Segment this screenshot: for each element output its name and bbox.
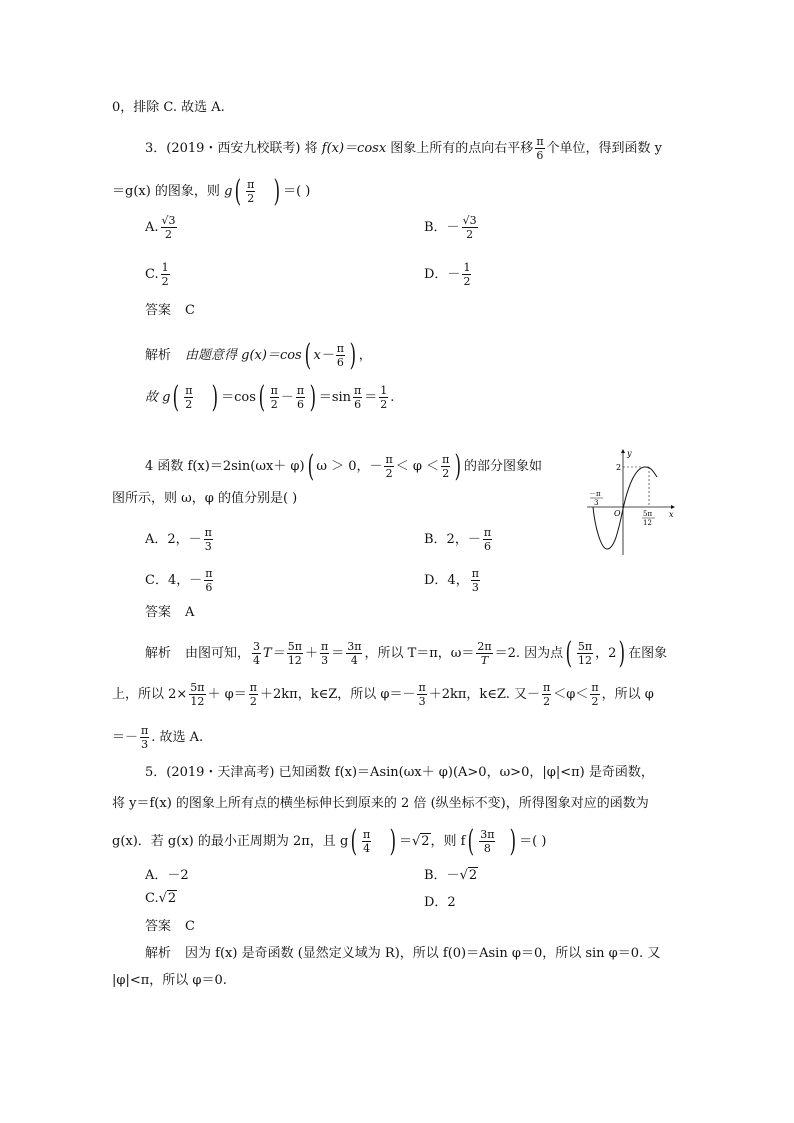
x-right-den: 12 — [643, 519, 652, 527]
x-right-num: 5π — [643, 510, 653, 518]
q3-option-b[interactable]: B．－ $\frac{√3}{2}$ — [424, 214, 477, 241]
q3-answer: 答案 C — [145, 303, 195, 318]
q3-shift-fraction: $\frac{\pi}{6}$ — [536, 135, 544, 162]
q4-option-c[interactable]: C．4，－ $\frac{\pi}{6}$ — [145, 567, 213, 594]
x-axis-label: x — [669, 510, 674, 519]
q5-solution-line1: 解析 因为 f(x) 是奇函数 (显然定义域为 R)，所以 f(0)＝Asin φ＝0，所以 sin φ＝0. 又 — [145, 946, 661, 961]
y-tick-label: 2 — [616, 463, 622, 472]
q4-stem-line2: 图所示，则 ω，φ 的值分别是( ) — [112, 491, 298, 506]
x-axis-arrow — [671, 505, 675, 509]
sine-curve — [593, 467, 657, 549]
q5-option-a[interactable]: A．－2 — [145, 868, 189, 883]
y-axis-arrow — [621, 449, 625, 453]
x-left-den: 3 — [594, 499, 599, 507]
q3-arg-fraction: $\frac{\pi}{2}$ — [247, 178, 255, 205]
q4-solution-line2: 上，所以 2× $\frac{5\pi}{12}$ ＋ φ＝ $\frac{\pi}{2}$ ＋2kπ，k∈Z，所以 φ＝－ $\frac{\pi}{3}$ ＋2kπ，k∈Z. 又－ $\frac{\pi}{2}$ ＜φ＜ $\frac{\pi}{2}$ ，所以 φ — [112, 681, 654, 708]
q3-g: g — [224, 184, 233, 199]
q4-option-a[interactable]: A．2，－ $\frac{\pi}{3}$ — [145, 526, 212, 553]
q5-option-b[interactable]: B．－√2 — [424, 868, 478, 883]
sine-graph — [587, 447, 677, 557]
q3-option-d[interactable]: D．－ $\frac{1}{2}$ — [424, 261, 471, 288]
q3-mid: 图象上所有的点向右平移 — [386, 141, 534, 156]
q5-option-c[interactable]: C.√2 — [145, 891, 177, 906]
q3-solution-line2: 故 g( $\frac{\pi}{2}$ ) ＝cos( $\frac{\pi}{2}$ － $\frac{\pi}{6}$ ) ＝sin $\frac{\pi}{6}$ ＝ $\frac{1}{2}$ . — [145, 379, 395, 415]
q4-option-b[interactable]: B．2，－ $\frac{\pi}{6}$ — [424, 526, 492, 553]
q5-stem-line1: 5．(2019・天津高考) 已知函数 f(x)＝Asin(ωx＋ φ)(A>0，ω>0，|φ|<π) 是奇函数， — [145, 765, 654, 780]
q5-stem-line3: g(x)．若 g(x) 的最小正周期为 2π，且 g( $\frac{\pi}{4}$ ) ＝√2，则 f( $\frac{3\pi}{8}$ ) ＝( ) — [112, 823, 547, 859]
q4-solution-line3: ＝－ $\frac{\pi}{3}$ . 故选 A. — [112, 724, 204, 751]
q3-prefix: 3．(2019・西安九校联考) 将 — [145, 141, 322, 156]
q3-line2-b: ＝( ) — [283, 184, 311, 199]
q4-option-d[interactable]: D．4， $\frac{\pi}{3}$ — [424, 567, 479, 594]
x-left-num: －π — [589, 490, 601, 498]
q4-answer: 答案 A — [145, 605, 195, 620]
text-line-1: 0，排除 C. 故选 A. — [112, 100, 225, 115]
q4-stem-line1: 4 函数 f(x)＝2sin(ωx＋ φ)( ω ＞ 0，－ $\frac{\pi}{2}$ ＜ φ ＜ $\frac{\pi}{2}$ ) 的部分图象如 — [145, 448, 543, 484]
y-axis-label: y — [627, 449, 632, 458]
q3-stem-line1 — [145, 135, 662, 162]
q3-fdef: f(x)＝cosx — [321, 141, 387, 156]
q4-solution-line1: 解析 由图可知， $\frac{3}{4}$ T＝ $\frac{5\pi}{12}$ ＋ $\frac{\pi}{3}$ ＝ $\frac{3\pi}{4}$ ，所以 T＝π，ω＝ $\frac{2\pi}{T}$ ＝2. 因为点( $\frac{5\pi}{12}$ ，2) 在图象 — [145, 635, 668, 671]
paren-right: ) — [273, 173, 281, 209]
q3-stem-line2 — [112, 173, 311, 209]
q5-stem-line2: 将 y＝f(x) 的图象上所有点的横坐标伸长到原来的 2 倍 (纵坐标不变)，所得图象对应的函数为 — [112, 796, 649, 811]
q3-line2-a: ＝g(x) 的图象，则 — [112, 184, 225, 199]
q3-option-c[interactable]: C. $\frac{1}{2}$ — [145, 261, 169, 288]
q3-suffix: 个单位，得到函数 y — [546, 141, 663, 156]
paren-left: ( — [235, 173, 242, 209]
q5-answer: 答案 C — [145, 919, 195, 934]
q3-option-a[interactable]: A. $\frac{√3}{2}$ — [145, 214, 176, 241]
q5-option-d[interactable]: D．2 — [424, 895, 456, 910]
q3-solution-line1: 解析 由题意得 g(x)＝cos( x－ $\frac{\pi}{6}$ ) ， — [145, 337, 372, 373]
q5-solution-line2: |φ|<π，所以 φ＝0. — [112, 973, 227, 988]
origin-label: O — [614, 509, 621, 518]
